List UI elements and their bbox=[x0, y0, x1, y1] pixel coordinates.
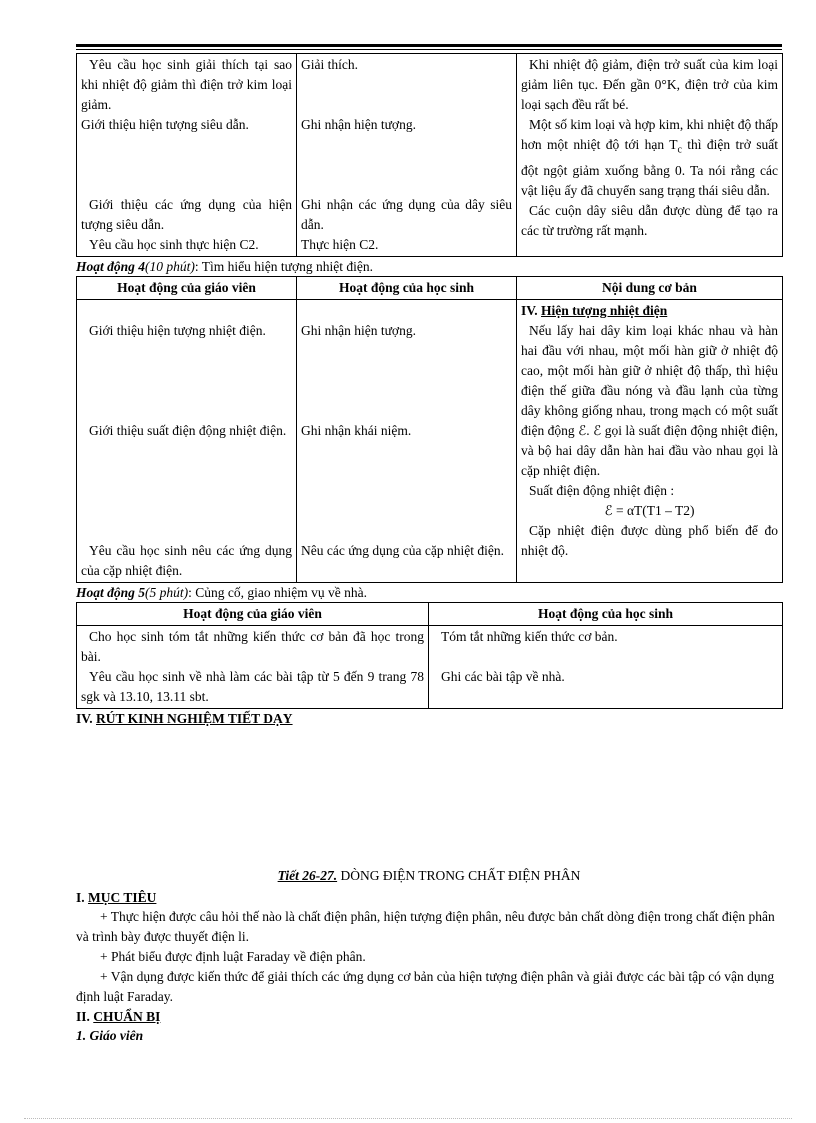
header-student: Hoạt động của học sinh bbox=[297, 277, 517, 300]
student-activity: Ghi nhận hiện tượng. bbox=[301, 323, 416, 338]
header-teacher: Hoạt động của giáo viên bbox=[77, 277, 297, 300]
objective-item: + Thực hiện được câu hỏi thế nào là chất điện phân, hiện tượng điện phân, nêu được bản chất dòng điện trong chất điện phân và trình bày được thuyết điện li. bbox=[76, 909, 775, 944]
header-content: Nội dung cơ bản bbox=[517, 277, 783, 300]
student-activity: Thực hiện C2. bbox=[301, 237, 379, 252]
teacher-activity: Giới thiệu suất điện động nhiệt điện. bbox=[89, 423, 287, 438]
student-activity: Ghi các bài tập về nhà. bbox=[441, 669, 565, 684]
student-activity: Giải thích. bbox=[301, 57, 358, 72]
teacher-activity: Yêu cầu học sinh nêu các ứng dụng của cặp nhiệt điện. bbox=[81, 543, 292, 578]
teacher-column bbox=[77, 626, 429, 709]
student-activity: Tóm tắt những kiến thức cơ bản. bbox=[441, 629, 618, 644]
student-column bbox=[429, 626, 783, 709]
content-text: Cặp nhiệt điện được dùng phổ biến để đo nhiệt độ. bbox=[521, 523, 778, 558]
student-activity: Nêu các ứng dụng của cặp nhiệt điện. bbox=[301, 543, 504, 558]
activity4-heading: Hoạt động 4(10 phút): Tìm hiểu hiện tượng nhiệt điện. bbox=[76, 259, 373, 274]
section-iv-heading: IV. RÚT KINH NGHIỆM TIẾT DẠY bbox=[76, 711, 293, 726]
objectives-list bbox=[76, 907, 782, 1007]
formula-label: Suất điện động nhiệt điện : bbox=[529, 483, 675, 498]
activity4-table bbox=[76, 276, 783, 583]
student-column bbox=[297, 54, 517, 257]
header-student: Hoạt động của học sinh bbox=[429, 603, 783, 626]
header-rule bbox=[76, 44, 782, 50]
teacher-activity: Cho học sinh tóm tắt những kiến thức cơ bản đã học trong bài. bbox=[81, 629, 424, 664]
footer-rule bbox=[24, 1118, 792, 1119]
teacher-column bbox=[77, 54, 297, 257]
content-text: Các cuộn dây siêu dẫn được dùng để tạo ra các từ trường rất mạnh. bbox=[521, 202, 778, 238]
content-column bbox=[517, 54, 783, 257]
header-teacher: Hoạt động của giáo viên bbox=[77, 603, 429, 626]
content-text: Khi nhiệt độ giảm, điện trở suất của kim loại giảm liên tục. Đến gần 0°K, điện trở của kim loại sạch đều rất bé. bbox=[521, 57, 778, 112]
formula: ℰ = αT(T1 – T2) bbox=[604, 503, 695, 518]
table-row bbox=[77, 300, 783, 583]
teacher-activity: Giới thiệu hiện tượng nhiệt điện. bbox=[89, 323, 266, 338]
objective-item: + Phát biểu được định luật Faraday về điện phân. bbox=[100, 949, 366, 964]
section-ii-heading: II. CHUẨN BỊ bbox=[76, 1009, 161, 1024]
activity5-heading: Hoạt động 5(5 phút): Củng cố, giao nhiệm vụ về nhà. bbox=[76, 585, 367, 600]
student-activity: Ghi nhận hiện tượng. bbox=[301, 117, 416, 132]
table-header-row bbox=[77, 277, 783, 300]
teacher-column bbox=[77, 300, 297, 583]
student-activity: Ghi nhận khái niệm. bbox=[301, 423, 412, 438]
subsection-teacher: 1. Giáo viên bbox=[76, 1028, 144, 1043]
content-text: Một số kim loại và hợp kim, khi nhiệt độ thấp hơn một nhiệt độ tới hạn $T_c$ thì điện trở suất đột ngột giảm xuống bằng 0. Ta nói rằng các vật liệu ấy đã chuyển sang trạng thái siêu dẫn. bbox=[521, 117, 778, 198]
section-i-heading: I. MỤC TIÊU bbox=[76, 890, 157, 905]
student-activity: Ghi nhận các ứng dụng của dây siêu dẫn. bbox=[301, 197, 512, 232]
table-row bbox=[77, 626, 783, 709]
section-heading: IV. Hiện tượng nhiệt điện bbox=[521, 303, 668, 318]
lesson-title: Tiết 26-27. DÒNG ĐIỆN TRONG CHẤT ĐIỆN PHÂN bbox=[277, 868, 581, 883]
teacher-activity: Yêu cầu học sinh giải thích tại sao khi nhiệt độ giảm thì điện trở kim loại giảm. bbox=[81, 57, 292, 112]
activity3-table bbox=[76, 53, 783, 257]
content-text: Nếu lấy hai dây kim loại khác nhau và hàn hai đầu với nhau, một mối hàn giữ ở nhiệt độ cao, một mối hàn giữ ở nhiệt độ thấp, thì hiệu điện thế giữa đầu nóng và đầu lạnh của từng dây không giống nhau, trong mạch có một suất điện động ℰ. ℰ gọi là suất điện động nhiệt điện, và bộ hai dây dẫn hàn hai đầu vào nhau gọi là cặp nhiệt điện. bbox=[521, 323, 778, 478]
document-page bbox=[76, 44, 782, 1045]
content-column bbox=[517, 300, 783, 583]
table-row bbox=[77, 54, 783, 257]
teacher-activity: Yêu cầu học sinh thực hiện C2. bbox=[89, 237, 259, 252]
activity5-table bbox=[76, 602, 783, 709]
teacher-activity: Yêu cầu học sinh về nhà làm các bài tập từ 5 đến 9 trang 78 sgk và 13.10, 13.11 sbt. bbox=[81, 669, 424, 704]
teacher-activity: Giới thiệu các ứng dụng của hiện tượng siêu dẫn. bbox=[81, 197, 292, 232]
teacher-activity: Giới thiệu hiện tượng siêu dẫn. bbox=[81, 117, 249, 132]
objective-item: + Vận dụng được kiến thức để giải thích các ứng dụng cơ bản của hiện tượng điện phân và giải được các bài tập có vận dụng định luật Faraday. bbox=[76, 969, 775, 1004]
table-header-row bbox=[77, 603, 783, 626]
student-column bbox=[297, 300, 517, 583]
